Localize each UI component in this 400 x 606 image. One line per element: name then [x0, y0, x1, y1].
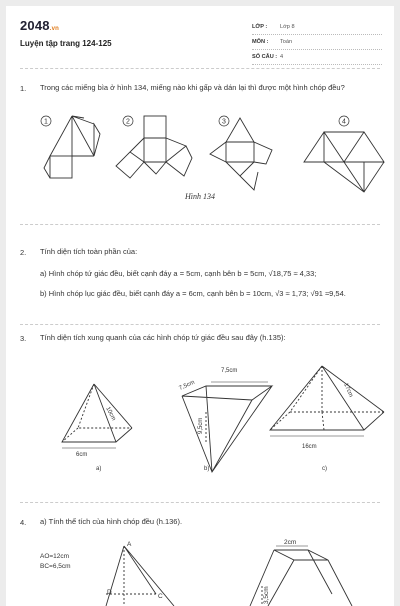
net-4 [304, 116, 384, 192]
question-part-a: a) Hình chóp tứ giác đều, biết cạnh đáy a = 5cm, cạnh bên b = 5cm, √18,75 ≈ 4,33; [40, 269, 317, 278]
vertex-label: C [158, 593, 163, 600]
divider [20, 224, 380, 225]
vertex-label: D [107, 589, 112, 596]
net-3 [210, 116, 272, 190]
figure-tag: b) [204, 466, 210, 472]
divider [20, 324, 380, 325]
net-label: 4 [342, 118, 346, 126]
meta-row-subject [252, 35, 382, 50]
figure-tag: a) [96, 466, 102, 472]
divider [20, 68, 380, 69]
given-ao: AO=12cm [40, 553, 70, 560]
meta-value: Lớp 8 [280, 24, 295, 30]
base-label: 6cm [76, 452, 88, 458]
meta-label: MÔN : [252, 39, 269, 45]
site-logo[interactable]: 2048.vn [20, 18, 60, 33]
top-edge-label: 7,5cm [221, 368, 238, 374]
side-edge-label: 7,5cm [178, 379, 196, 392]
given-bc: BC=6,5cm [40, 563, 71, 570]
top-edge-label: 2cm [284, 539, 297, 546]
figure-caption: Hình 134 [185, 192, 215, 201]
net-label: 2 [126, 118, 130, 126]
question-number: 1. [20, 84, 27, 93]
meta-row-count [252, 50, 382, 65]
net-label: 1 [44, 118, 48, 126]
question-text: a) Tính thể tích của hình chóp đều (h.136). [40, 517, 183, 526]
side-edge-label: 3,5cm [263, 586, 270, 604]
figure-135 [6, 356, 394, 478]
question-text: Tính diện tích xung quanh của các hình chóp tứ giác đều sau đây (h.135): [40, 333, 286, 342]
worksheet-page [6, 6, 394, 606]
base-label: 16cm [302, 444, 317, 450]
question-number: 2. [20, 248, 27, 257]
meta-label: LỚP : [252, 24, 268, 30]
pyramid-136a [106, 546, 174, 606]
page-title: Luyện tập trang 124-125 [20, 39, 112, 48]
figure-134 [6, 110, 394, 194]
slant-label: 10cm [104, 406, 117, 422]
question-number: 4. [20, 518, 27, 527]
question-number: 3. [20, 334, 27, 343]
vertex-label: A [127, 541, 132, 548]
pyramid-c [270, 366, 384, 436]
meta-value: 4 [280, 54, 284, 60]
meta-label: SỐ CÂU : [252, 54, 278, 60]
pyramid-a [62, 384, 132, 448]
height-label: 9,5cm [198, 417, 204, 434]
question-text: Tính diện tích toàn phần của: [40, 247, 138, 256]
lesson-meta [252, 20, 382, 65]
meta-row-class [252, 20, 382, 35]
figure-136 [6, 534, 394, 606]
divider [20, 502, 380, 503]
net-label: 3 [222, 118, 226, 126]
net-1 [41, 116, 100, 178]
slant-label: 17cm [342, 382, 354, 399]
figure-tag: c) [322, 466, 327, 472]
question-text: Trong các miếng bìa ở hình 134, miếng nào khi gấp và dán lại thì được một hình chóp đều? [40, 83, 345, 92]
meta-value: Toán [280, 39, 293, 45]
pyramid-b [182, 382, 272, 472]
question-part-b: b) Hình chóp lục giác đều, biết cạnh đáy a = 6cm, cạnh bên b = 10cm, √3 ≈ 1,73; √91 ≈9,54. [40, 289, 346, 298]
